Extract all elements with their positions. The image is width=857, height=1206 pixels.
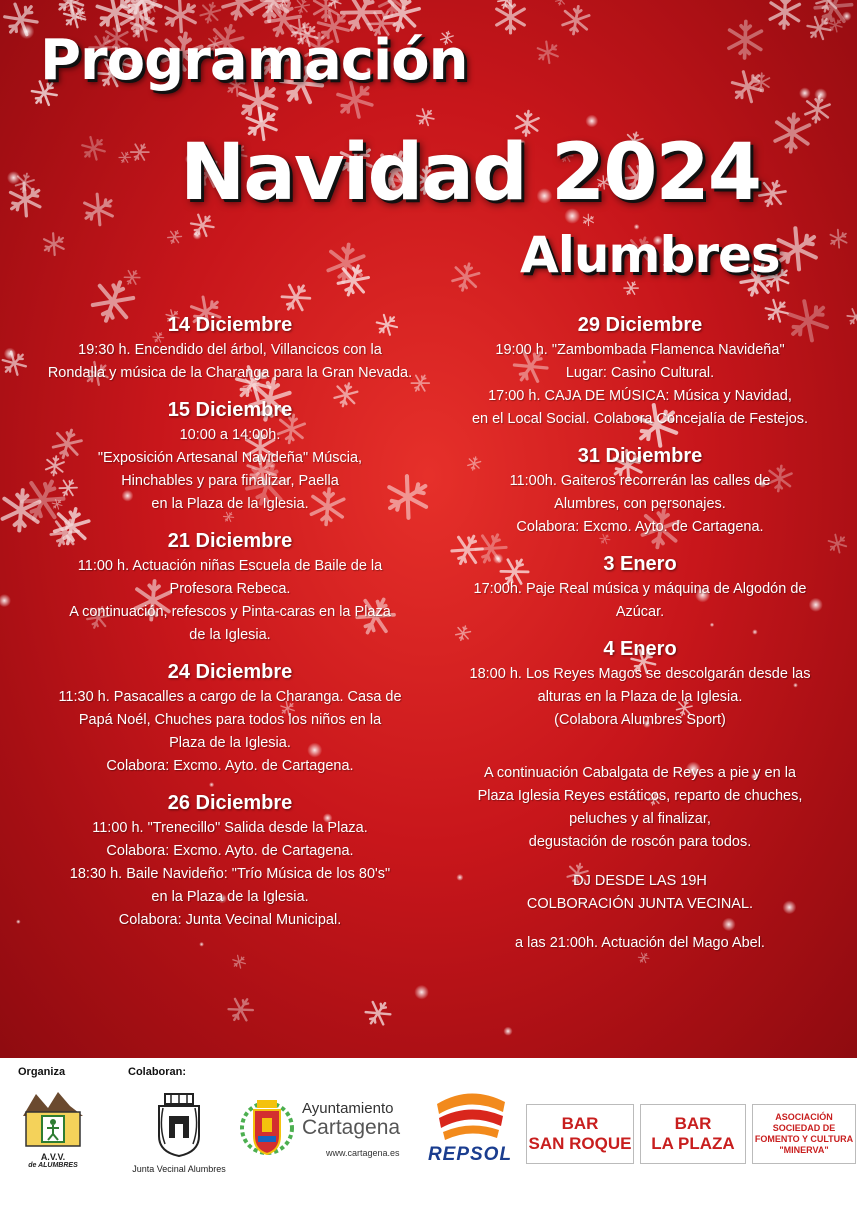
extra-paragraph [440,762,840,854]
event-line: 18:00 h. Los Reyes Magos se descolgarán desde las [469,666,811,682]
extra-line: DJ DESDE LAS 19H [573,873,707,889]
event-block [440,553,840,624]
asoc-line2: SOCIEDAD DE [772,1123,836,1133]
extra-line: a las 21:00h. Actuación del Mago Abel. [515,935,765,951]
bar-la-plaza-box [640,1104,746,1164]
colaboran-label: Colaboran: [128,1066,187,1078]
event-date: 15 Diciembre [167,399,293,421]
event-date: 24 Diciembre [167,661,293,683]
avv-sub: de ALUMBRES [28,1162,78,1169]
event-block [440,445,840,539]
event-line: 11:00h. Gaiteros recorrerán las calles de [509,473,771,489]
ayto-line2: Cartagena [302,1116,401,1139]
avv-name: A.V.V. [40,1152,66,1162]
event-date: 29 Diciembre [577,314,703,336]
junta-vecinal-logo [124,1088,234,1178]
event-line: 19:30 h. Encendido del árbol, Villancicos con la [78,342,382,358]
asoc-line1: ASOCIACIÓN [775,1112,833,1122]
asociacion-minerva-box [752,1104,856,1164]
bar1-line2: SAN ROQUE [528,1134,632,1153]
event-line: de la Iglesia. [189,627,271,643]
event-block [30,399,430,516]
event-date: 31 Diciembre [577,445,703,467]
event-line: alturas en la Plaza de la Iglesia. [537,689,743,705]
title-line-2: Navidad 2024 [180,128,761,218]
event-line: Colabora: Excmo. Ayto. de Cartagena. [106,758,354,774]
title-line-1: Programación [40,28,468,93]
event-block [30,661,430,778]
event-line: Lugar: Casino Cultural. [565,365,715,381]
event-line: Alumbres, con personajes. [554,496,726,512]
right-column-events [440,314,840,955]
extra-line: COLBORACIÓN JUNTA VECINAL. [526,896,754,912]
event-line: Hinchables y para finalizar, Paella [121,473,339,489]
event-line: en la Plaza de la Iglesia. [151,889,309,905]
ayto-line1: Ayuntamiento [302,1100,394,1117]
event-line: Colabora: Excmo. Ayto. de Cartagena. [516,519,764,535]
event-date: 4 Enero [603,638,677,660]
sponsor-footer [0,1058,857,1206]
event-line: Rondalla y música de la Charanga para la Gran Nevada. [47,365,413,381]
event-line: 11:00 h. Actuación niñas Escuela de Baile de la [77,558,383,574]
event-block [30,314,430,385]
extra-line: peluches y al finalizar, [569,811,711,827]
event-line: en la Plaza de la Iglesia. [151,496,309,512]
repsol-flame-icon [425,1086,515,1142]
repsol-logo [420,1086,520,1176]
extra-paragraph [440,932,840,955]
cartagena-shield-icon [240,1096,294,1160]
event-line: 11:00 h. "Trenecillo" Salida desde la Plaza. [92,820,368,836]
event-block [30,792,430,932]
event-block [440,314,840,431]
event-block [440,638,840,732]
extra-line: degustación de roscón para todos. [528,834,752,850]
event-block [30,530,430,647]
event-date: 21 Diciembre [167,530,293,552]
event-line: 10:00 a 14:00h. [179,427,281,443]
bar2-line1: BAR [674,1114,712,1133]
event-line: Plaza de la Iglesia. [169,735,291,751]
event-line: 18:30 h. Baile Navideño: "Trío Música de los 80's" [69,866,391,882]
asoc-line3: FOMENTO Y CULTURA [754,1134,854,1144]
ayto-web: www.cartagena.es [326,1148,400,1158]
avv-alumbres-logo [18,1086,88,1176]
event-line: 11:30 h. Pasacalles a cargo de la Charanga. Casa de [58,689,402,705]
asoc-line4: "MINERVA" [779,1145,829,1155]
event-date: 14 Diciembre [167,314,293,336]
event-line: 19:00 h. "Zambombada Flamenca Navideña" [495,342,785,358]
event-line: en el Local Social. Colabora Concejalía de Festejos. [471,411,809,427]
bar1-line1: BAR [561,1114,599,1133]
extra-line: Plaza Iglesia Reyes estáticos, reparto de chuches, [477,788,803,804]
avv-emblem-icon [18,1086,88,1148]
event-line: Profesora Rebeca. [169,581,291,597]
junta-name: Junta Vecinal Alumbres [132,1164,226,1174]
event-line: Papá Noél, Chuches para todos los niños en la [78,712,382,728]
ayuntamiento-cartagena-logo [240,1096,415,1176]
extra-paragraph [440,870,840,916]
coat-of-arms-icon [151,1088,207,1158]
left-column-events [30,314,430,946]
event-date: 26 Diciembre [167,792,293,814]
event-date: 3 Enero [603,553,677,575]
organiza-label: Organiza [18,1066,66,1078]
event-line: Colabora: Junta Vecinal Municipal. [118,912,342,928]
bar2-line2: LA PLAZA [651,1134,735,1153]
title-line-3: Alumbres [520,226,780,284]
repsol-text: REPSOL [427,1144,513,1165]
event-line: A continuación, refescos y Pinta-caras en la Plaza [69,604,391,620]
event-line: 17:00h. Paje Real música y máquina de Algodón de [473,581,807,597]
extra-line: A continuación Cabalgata de Reyes a pie y en la [484,765,796,781]
event-line: 17:00 h. CAJA DE MÚSICA: Música y Navidad, [488,388,792,404]
event-line: "Exposición Artesanal Navideña" Múscia, [97,450,363,466]
event-line: Azúcar. [615,604,665,620]
event-line: Colabora: Excmo. Ayto. de Cartagena. [106,843,354,859]
bar-san-roque-box [526,1104,634,1164]
event-line: (Colabora Alumbres Sport) [554,712,726,728]
